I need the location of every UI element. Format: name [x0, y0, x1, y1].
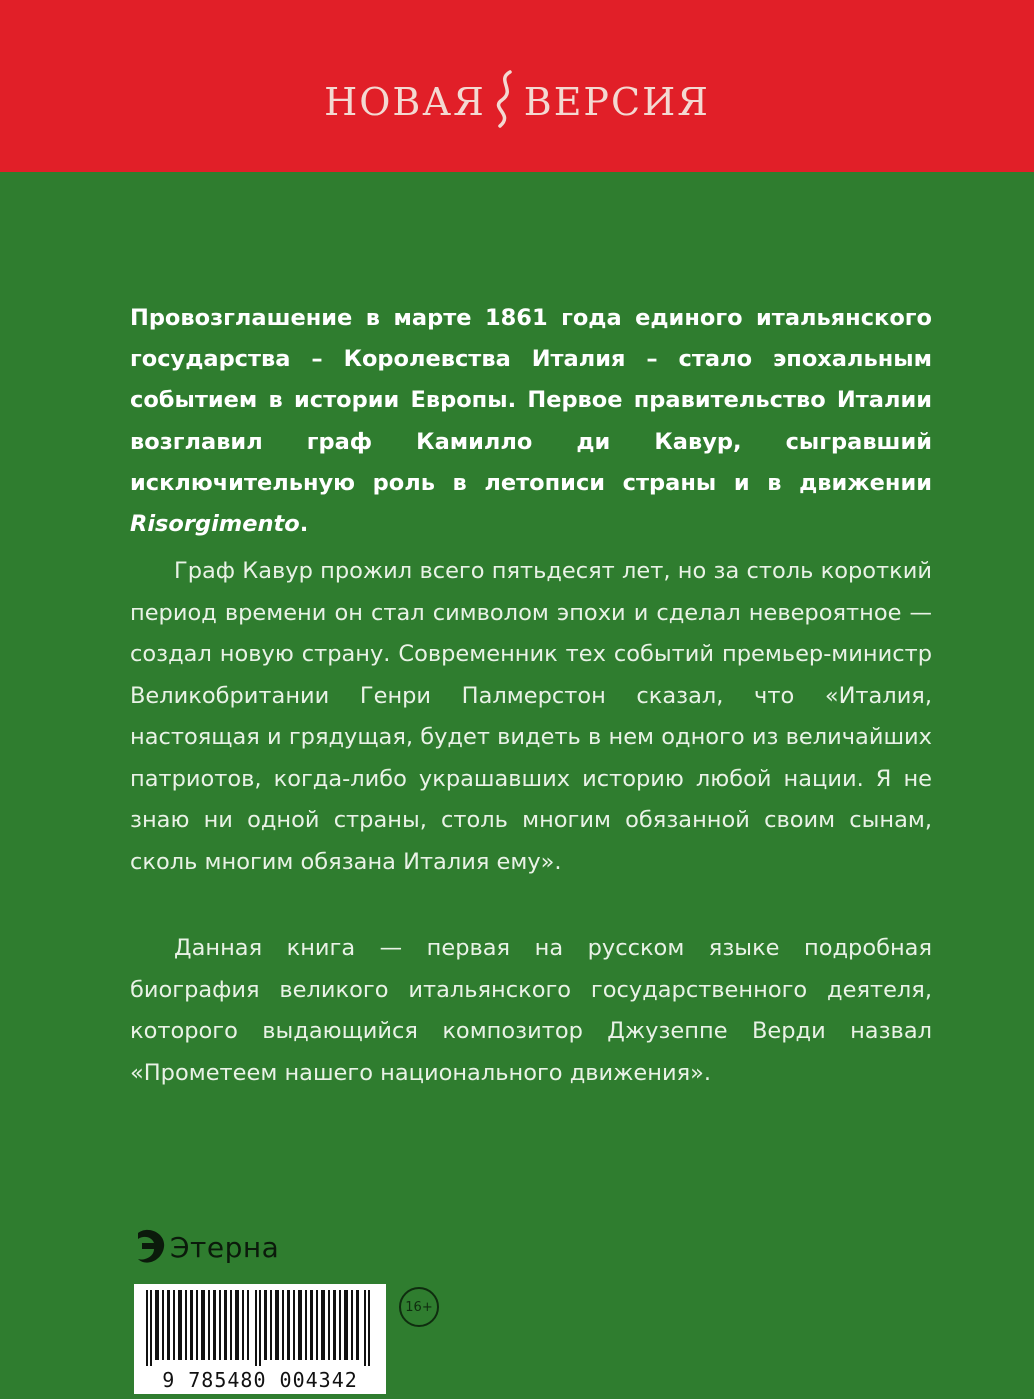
- isbn-digits: 9 785480 004342: [162, 1368, 358, 1392]
- barcode-bars-icon: [140, 1290, 380, 1366]
- isbn-barcode: [134, 1284, 386, 1394]
- intro-text-end: .: [299, 511, 309, 538]
- publisher-mark-icon: [134, 1227, 168, 1267]
- body-paragraph-1: Граф Кавур прожил всего пятьдесят лет, но за столь короткий период времени он стал символом эпохи и сделал невероятное — создал новую страну. Современник тех событий премьер-министр Великобритании Генри Палмерстон сказал, что «Италия, настоящая и грядущая, будет видеть в нем одного из величайших патриотов, когда-либо украшавших историю любой нации. Я не знаю ни одной страны, столь многим обязанной своим сынам, сколь многим обязана Италия ему».: [130, 558, 932, 875]
- body-paragraph-2: Данная книга — первая на русском языке подробная биография великого итальянского государственного деятеля, которого выдающийся композитор Джузеппе Верди назвал «Прометеем нашего национального движения».: [130, 935, 932, 1086]
- series-band: [0, 0, 1034, 172]
- publisher-logo: [134, 1222, 279, 1272]
- series-divider-icon: [488, 70, 522, 128]
- intro-paragraph: [130, 298, 932, 545]
- series-title-left: НОВАЯ: [324, 80, 486, 124]
- publisher-name: Этерна: [170, 1230, 280, 1264]
- intro-emphasis: Risorgimento: [130, 511, 300, 538]
- series-title-right: ВЕРСИЯ: [523, 80, 710, 124]
- age-rating-badge: 16+: [399, 1287, 439, 1327]
- intro-text: Провозглашение в марте 1861 года единого итальянского государства – Королевства Италия – стало эпохальным событием в истории Европы. Первое правительство Италии возглавил граф Камилло ди Кавур, сыгравший исключительную роль в летописи страны и в движении: [130, 305, 932, 496]
- series-title: [0, 80, 1034, 128]
